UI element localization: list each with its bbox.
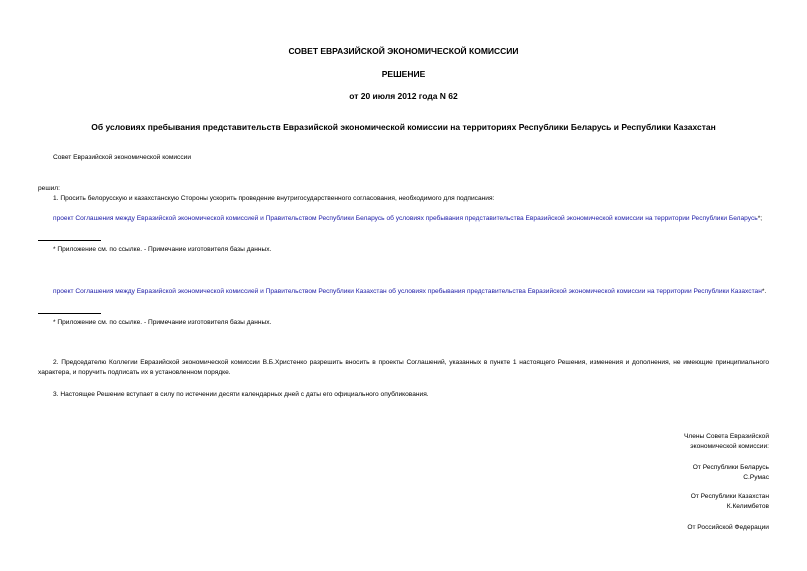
council-text: Совет Евразийской экономической комиссии xyxy=(53,154,192,161)
footnote-2: * Приложение см. по ссылке. - Примечание изготовителя базы данных. xyxy=(53,319,272,326)
russia-label: От Российской Федерации xyxy=(687,524,769,531)
project-kazakhstan-paragraph xyxy=(38,287,769,297)
project-kazakhstan-suffix: *. xyxy=(761,288,767,295)
item-3-text: 3. Настоящее Решение вступает в силу по истечении десяти календарных дней с даты его официального опубликования. xyxy=(53,391,429,398)
belarus-label: От Республики Беларусь xyxy=(692,464,769,471)
item-1-text: 1. Просить белорусскую и казахстанскую Стороны ускорить проведение внутригосударственного согласования, необходимого для подписания: xyxy=(53,195,495,202)
item-2-paragraph: 2. Председателю Коллегии Евразийской экономической комиссии В.Б.Христенко разрешить вносить в проекты Соглашений, указанных в пункте 1 настоящего Решения, изменения и дополнения, не имеющие принципиального характера, и поручить подписать их в установленном порядке. xyxy=(38,359,769,376)
document-title: Об условиях пребывания представительств Евразийской экономической комиссии на территориях Республики Беларусь и Республики Казахстан xyxy=(91,122,716,132)
kazakhstan-label: От Республики Казахстан xyxy=(690,493,769,500)
project-belarus-suffix: *; xyxy=(757,215,763,222)
belarus-signatory: С.Румас xyxy=(743,474,769,481)
document-type-heading: РЕШЕНИЕ xyxy=(381,69,426,79)
members-line-1: Члены Совета Евразийской xyxy=(683,433,769,440)
kazakhstan-signatory: К.Келимбетов xyxy=(726,503,769,510)
project-belarus-link[interactable]: проект Соглашения между Евразийской экономической комиссией и Правительством Республики Беларусь об условиях пребывания представительства Евразийской экономической комиссии на территории Республики Беларусь xyxy=(53,215,758,222)
date-number-heading: от 20 июля 2012 года N 62 xyxy=(349,91,458,101)
project-kazakhstan-link[interactable]: проект Соглашения между Евразийской экономической комиссией и Правительством Республики Казахстан об условиях пребывания представительства Евразийской экономической комиссии на территории Республики Казахстан xyxy=(53,288,762,295)
project-belarus-paragraph xyxy=(38,214,769,224)
organization-heading: СОВЕТ ЕВРАЗИЙСКОЙ ЭКОНОМИЧЕСКОЙ КОМИССИИ xyxy=(288,46,519,56)
footnote-divider-2 xyxy=(38,313,101,314)
members-line-2: экономической комиссии: xyxy=(690,443,769,450)
decided-text: решил: xyxy=(38,185,60,192)
footnote-1: * Приложение см. по ссылке. - Примечание изготовителя базы данных. xyxy=(53,246,272,253)
footnote-divider-1 xyxy=(38,240,101,241)
